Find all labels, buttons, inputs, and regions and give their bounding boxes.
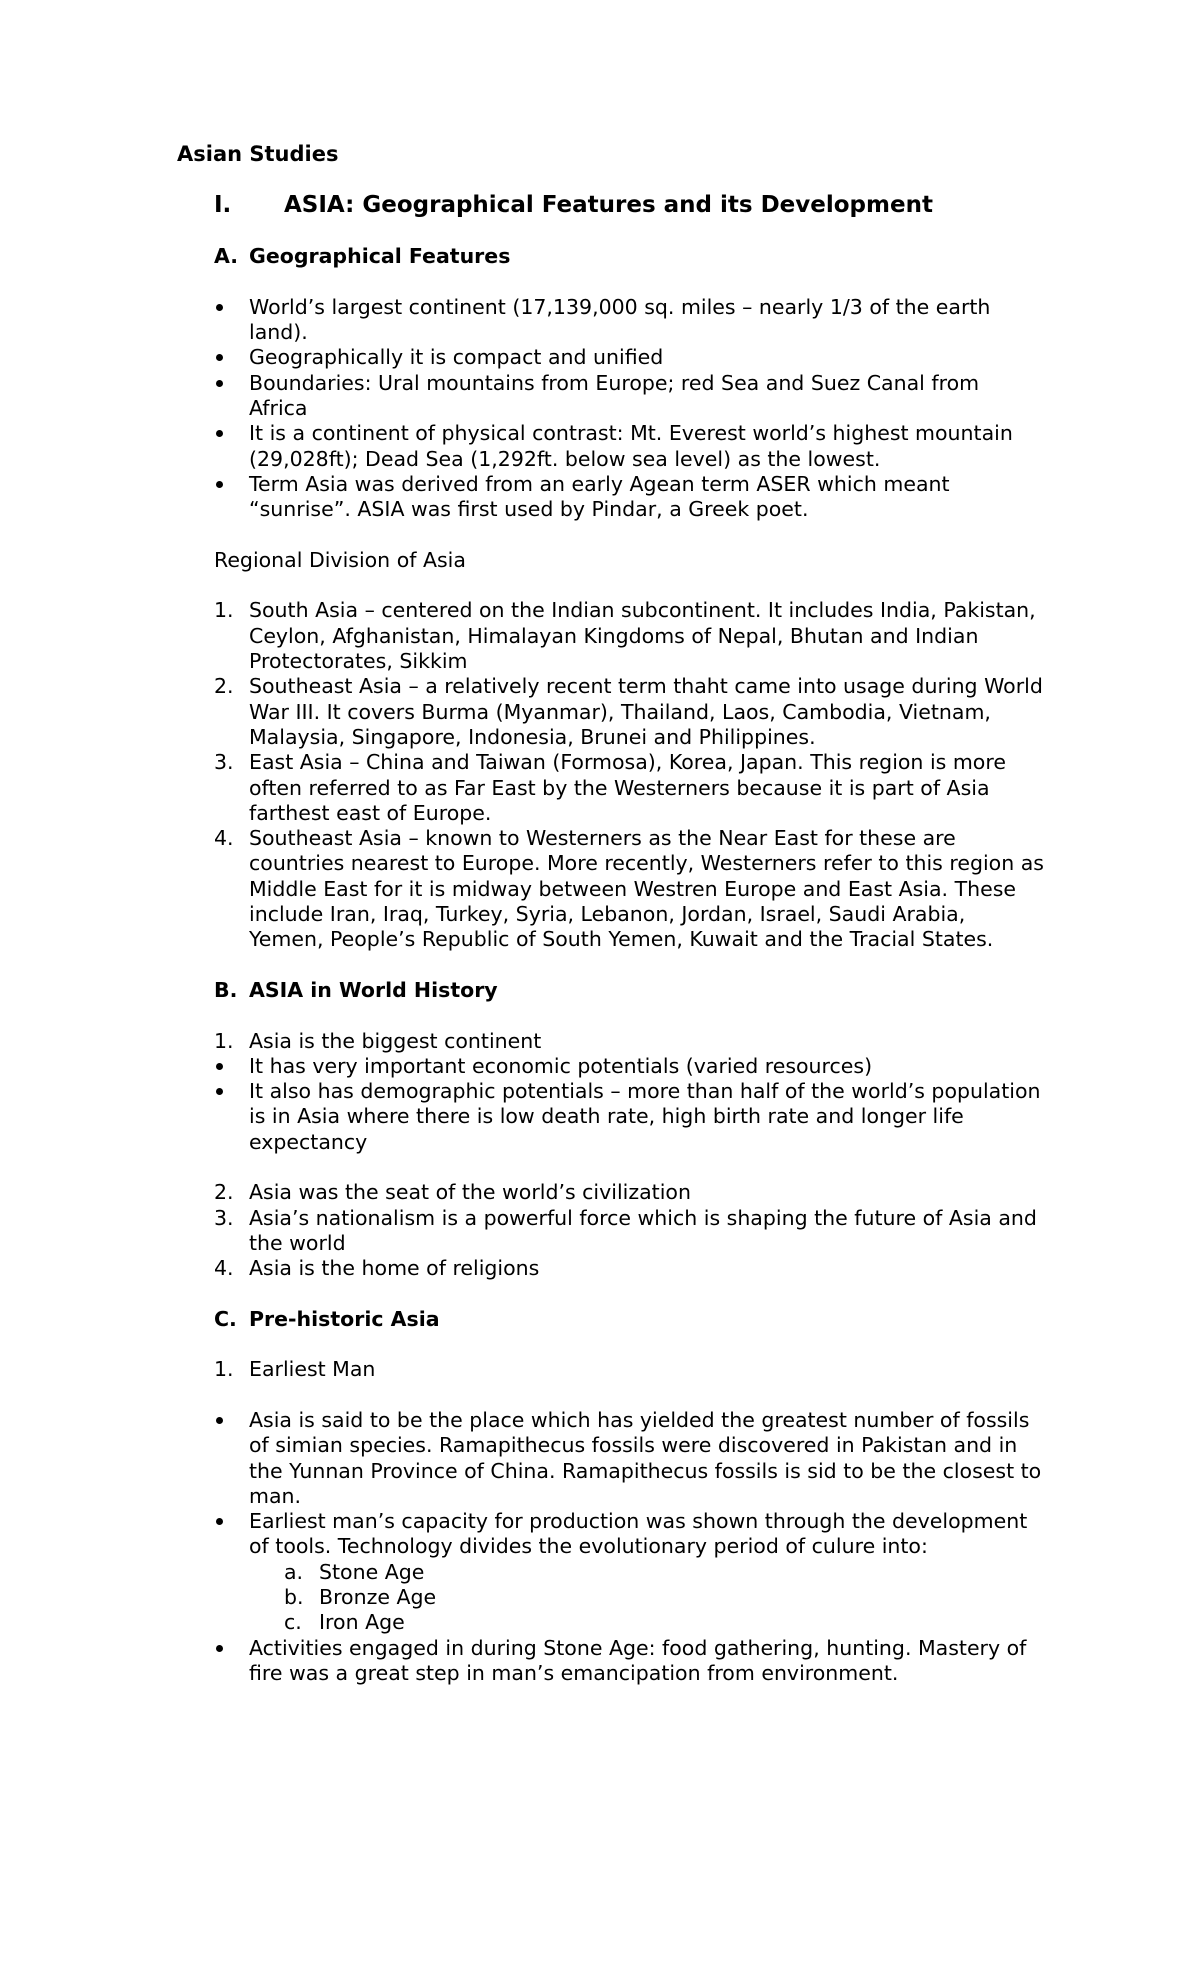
item-text: Asia’s nationalism is a powerful force which is shaping the future of Asia and the world [249,1205,1037,1255]
section-b-marker: B. [214,977,238,1002]
bullet-item [214,472,1044,523]
section-c-marker: C. [214,1306,237,1331]
section-c-title: Pre-historic Asia [249,1306,440,1331]
section-b-title: ASIA in World History [249,977,498,1002]
bullet-icon [216,1417,223,1424]
item-letter: b. [284,1585,304,1610]
item-number: 1. [214,598,234,623]
main-heading-number: I. [214,192,232,218]
item-text: Asia is the home of religions [249,1256,540,1281]
bullet-icon [216,481,223,488]
item-number: 2. [214,1180,234,1205]
bullet-item [214,1636,1044,1687]
numbered-item [214,1357,1044,1382]
main-heading [214,191,1044,219]
section-c-heading [214,1307,1044,1332]
bullet-icon [216,1645,223,1652]
item-text: Iron Age [319,1610,405,1635]
numbered-item [214,1029,1044,1054]
bullet-text: Term Asia was derived from an early Agean term ASER which meant “sunrise”. ASIA was first used by Pindar, a Greek poet. [249,471,950,522]
item-text: East Asia – China and Taiwan (Formosa), Korea, Japan. This region is more often referred to as Far East by the Westerners because it is part of Asia farthest east of Europe. [249,750,1006,825]
bullet-text: It has very important economic potentials (varied resources) [249,1053,873,1078]
section-b-heading [214,978,1044,1003]
item-number: 4. [214,1256,234,1281]
item-number: 3. [214,750,234,775]
bullet-item [214,295,1044,346]
document-body [214,188,1044,1686]
bullet-icon [216,1063,223,1070]
numbered-item [214,826,1044,952]
bullet-text: Geographically it is compact and unified [249,345,664,370]
bullet-text: It is a continent of physical contrast: Mt. Everest world’s highest mountain (29,028ft); Dead Sea (1,292ft. below sea level) as the lowest. [249,421,1013,471]
bullet-text: Earliest man’s capacity for production was shown through the development of tools. Technology divides the evolutionary period of culure into: [249,1509,1028,1559]
bullet-text: Asia is said to be the place which has yielded the greatest number of fossils of simian species. Ramapithecus fossils were discovered in Pakistan and in the Yunnan Province of China. Ramapithecus fossils is sid to be the closest to man. [249,1407,1042,1508]
section-a-marker: A. [214,244,239,269]
bullet-icon [216,1088,223,1095]
bullet-icon [216,304,223,311]
item-letter: a. [284,1559,304,1584]
bullet-icon [216,1518,223,1525]
bullet-text: Boundaries: Ural mountains from Europe; red Sea and Suez Canal from Africa [249,370,980,421]
document-title: Asian Studies [177,142,339,166]
regional-division-label: Regional Division of Asia [214,547,466,572]
numbered-item [214,1206,1044,1257]
item-text: Bronze Age [319,1585,437,1610]
bullet-text: World’s largest continent (17,139,000 sq. miles – nearly 1/3 of the earth land). [249,294,991,345]
bullet-text: It also has demographic potentials – more than half of the world’s population is in Asia where there is low death rate, high birth rate and longer life expectancy [249,1079,1041,1154]
bullet-icon [216,380,223,387]
numbered-item [214,1180,1044,1205]
lettered-item [214,1560,1044,1585]
item-letter: c. [284,1610,302,1635]
bullet-item [214,371,1044,422]
numbered-item [214,750,1044,826]
bullet-item [214,1408,1044,1509]
bullet-text: Activities engaged in during Stone Age: food gathering, hunting. Mastery of fire was a great step in man’s emancipation from environment. [249,1635,1027,1685]
bullet-icon [216,354,223,361]
item-text: Asia is the biggest continent [249,1028,542,1053]
lettered-item [214,1585,1044,1610]
item-text: Stone Age [319,1559,425,1584]
bullet-item [214,421,1044,472]
item-number: 1. [214,1357,234,1382]
bullet-icon [216,430,223,437]
bullet-item [214,1079,1044,1155]
item-text: Southeast Asia – known to Westerners as the Near East for these are countries nearest to Europe. More recently, Westerners refer to this region as Middle East for it is midway between Westren Europe and East Asia. These include Iran, Iraq, Turkey, Syria, Lebanon, Jordan, Israel, Saudi Arabia, Yemen, People’s Republic of South Yemen, Kuwait and the Tracial States. [249,826,1044,952]
bullet-item [214,345,1044,370]
lettered-item [214,1610,1044,1635]
item-number: 4. [214,826,234,851]
item-number: 1. [214,1028,234,1053]
item-text: South Asia – centered on the Indian subcontinent. It includes India, Pakistan, Ceylon, Afghanistan, Himalayan Kingdoms of Nepal, Bhutan and Indian Protectorates, Sikkim [249,598,1036,674]
item-number: 3. [214,1205,234,1230]
numbered-item [214,598,1044,674]
bullet-item [214,1509,1044,1560]
item-text: Earliest Man [249,1357,376,1382]
section-a-title: Geographical Features [249,244,511,269]
section-a-heading [214,244,1044,269]
main-heading-text: ASIA: Geographical Features and its Development [284,192,933,218]
bullet-item [214,1054,1044,1079]
item-text: Asia was the seat of the world’s civilization [249,1180,691,1205]
numbered-item [214,1256,1044,1281]
item-number: 2. [214,674,234,699]
numbered-item [214,674,1044,750]
item-text: Southeast Asia – a relatively recent term thaht came into usage during World War III. It covers Burma (Myanmar), Thailand, Laos, Cambodia, Vietnam, Malaysia, Singapore, Indonesia, Brunei and Philippines. [249,674,1043,749]
